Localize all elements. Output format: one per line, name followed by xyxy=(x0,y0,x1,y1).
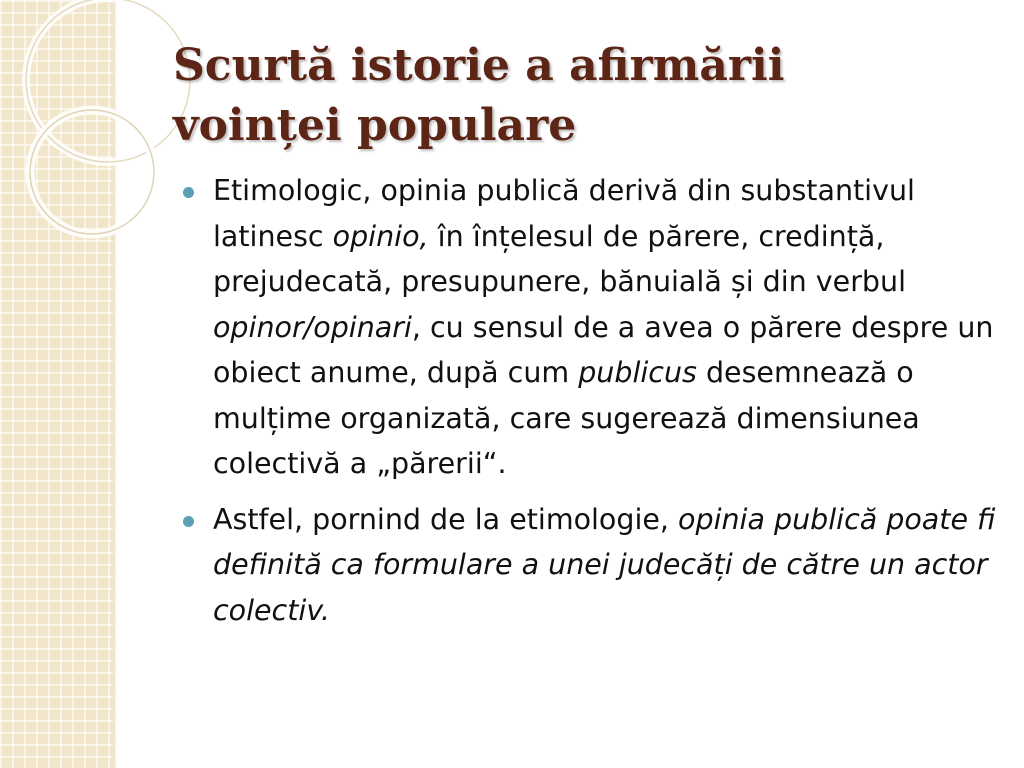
text-segment: desemnează o mulțime organizată, care sugerează dimensiunea colectivă a „părerii“. xyxy=(213,356,920,480)
text-segment: în înțelesul de părere, credință, prejudecată, presupunere, bănuială și din verbul xyxy=(213,219,906,298)
slide-title xyxy=(173,36,993,156)
text-segment: Astfel, pornind de la etimologie, xyxy=(213,502,679,536)
text-segment: , cu sensul de a avea o părere despre un obiect anume, după cum xyxy=(213,310,994,389)
text-segment-italic: opinio, xyxy=(332,219,429,253)
bullet-2-text xyxy=(213,503,995,627)
title-line-2: voinței populare xyxy=(173,100,577,151)
bullet-icon xyxy=(183,516,194,527)
bullet-1-text xyxy=(213,174,993,480)
text-segment: Etimologic, opinia publică derivă din substantivul latinesc xyxy=(213,174,915,253)
text-segment-italic: publicus xyxy=(578,356,697,389)
title-line-1: Scurtă istorie a afirmării xyxy=(173,40,785,91)
slide-content xyxy=(213,168,1003,643)
text-segment-italic: opinia publică poate fi definită ca formulare a unei judecăți de către un actor colectiv. xyxy=(213,502,996,627)
bullet-icon xyxy=(183,187,194,198)
bullet-item-etymology xyxy=(213,168,1003,487)
text-segment-italic: opinor/opinari xyxy=(213,310,412,344)
bullet-item-definition xyxy=(213,497,1003,634)
